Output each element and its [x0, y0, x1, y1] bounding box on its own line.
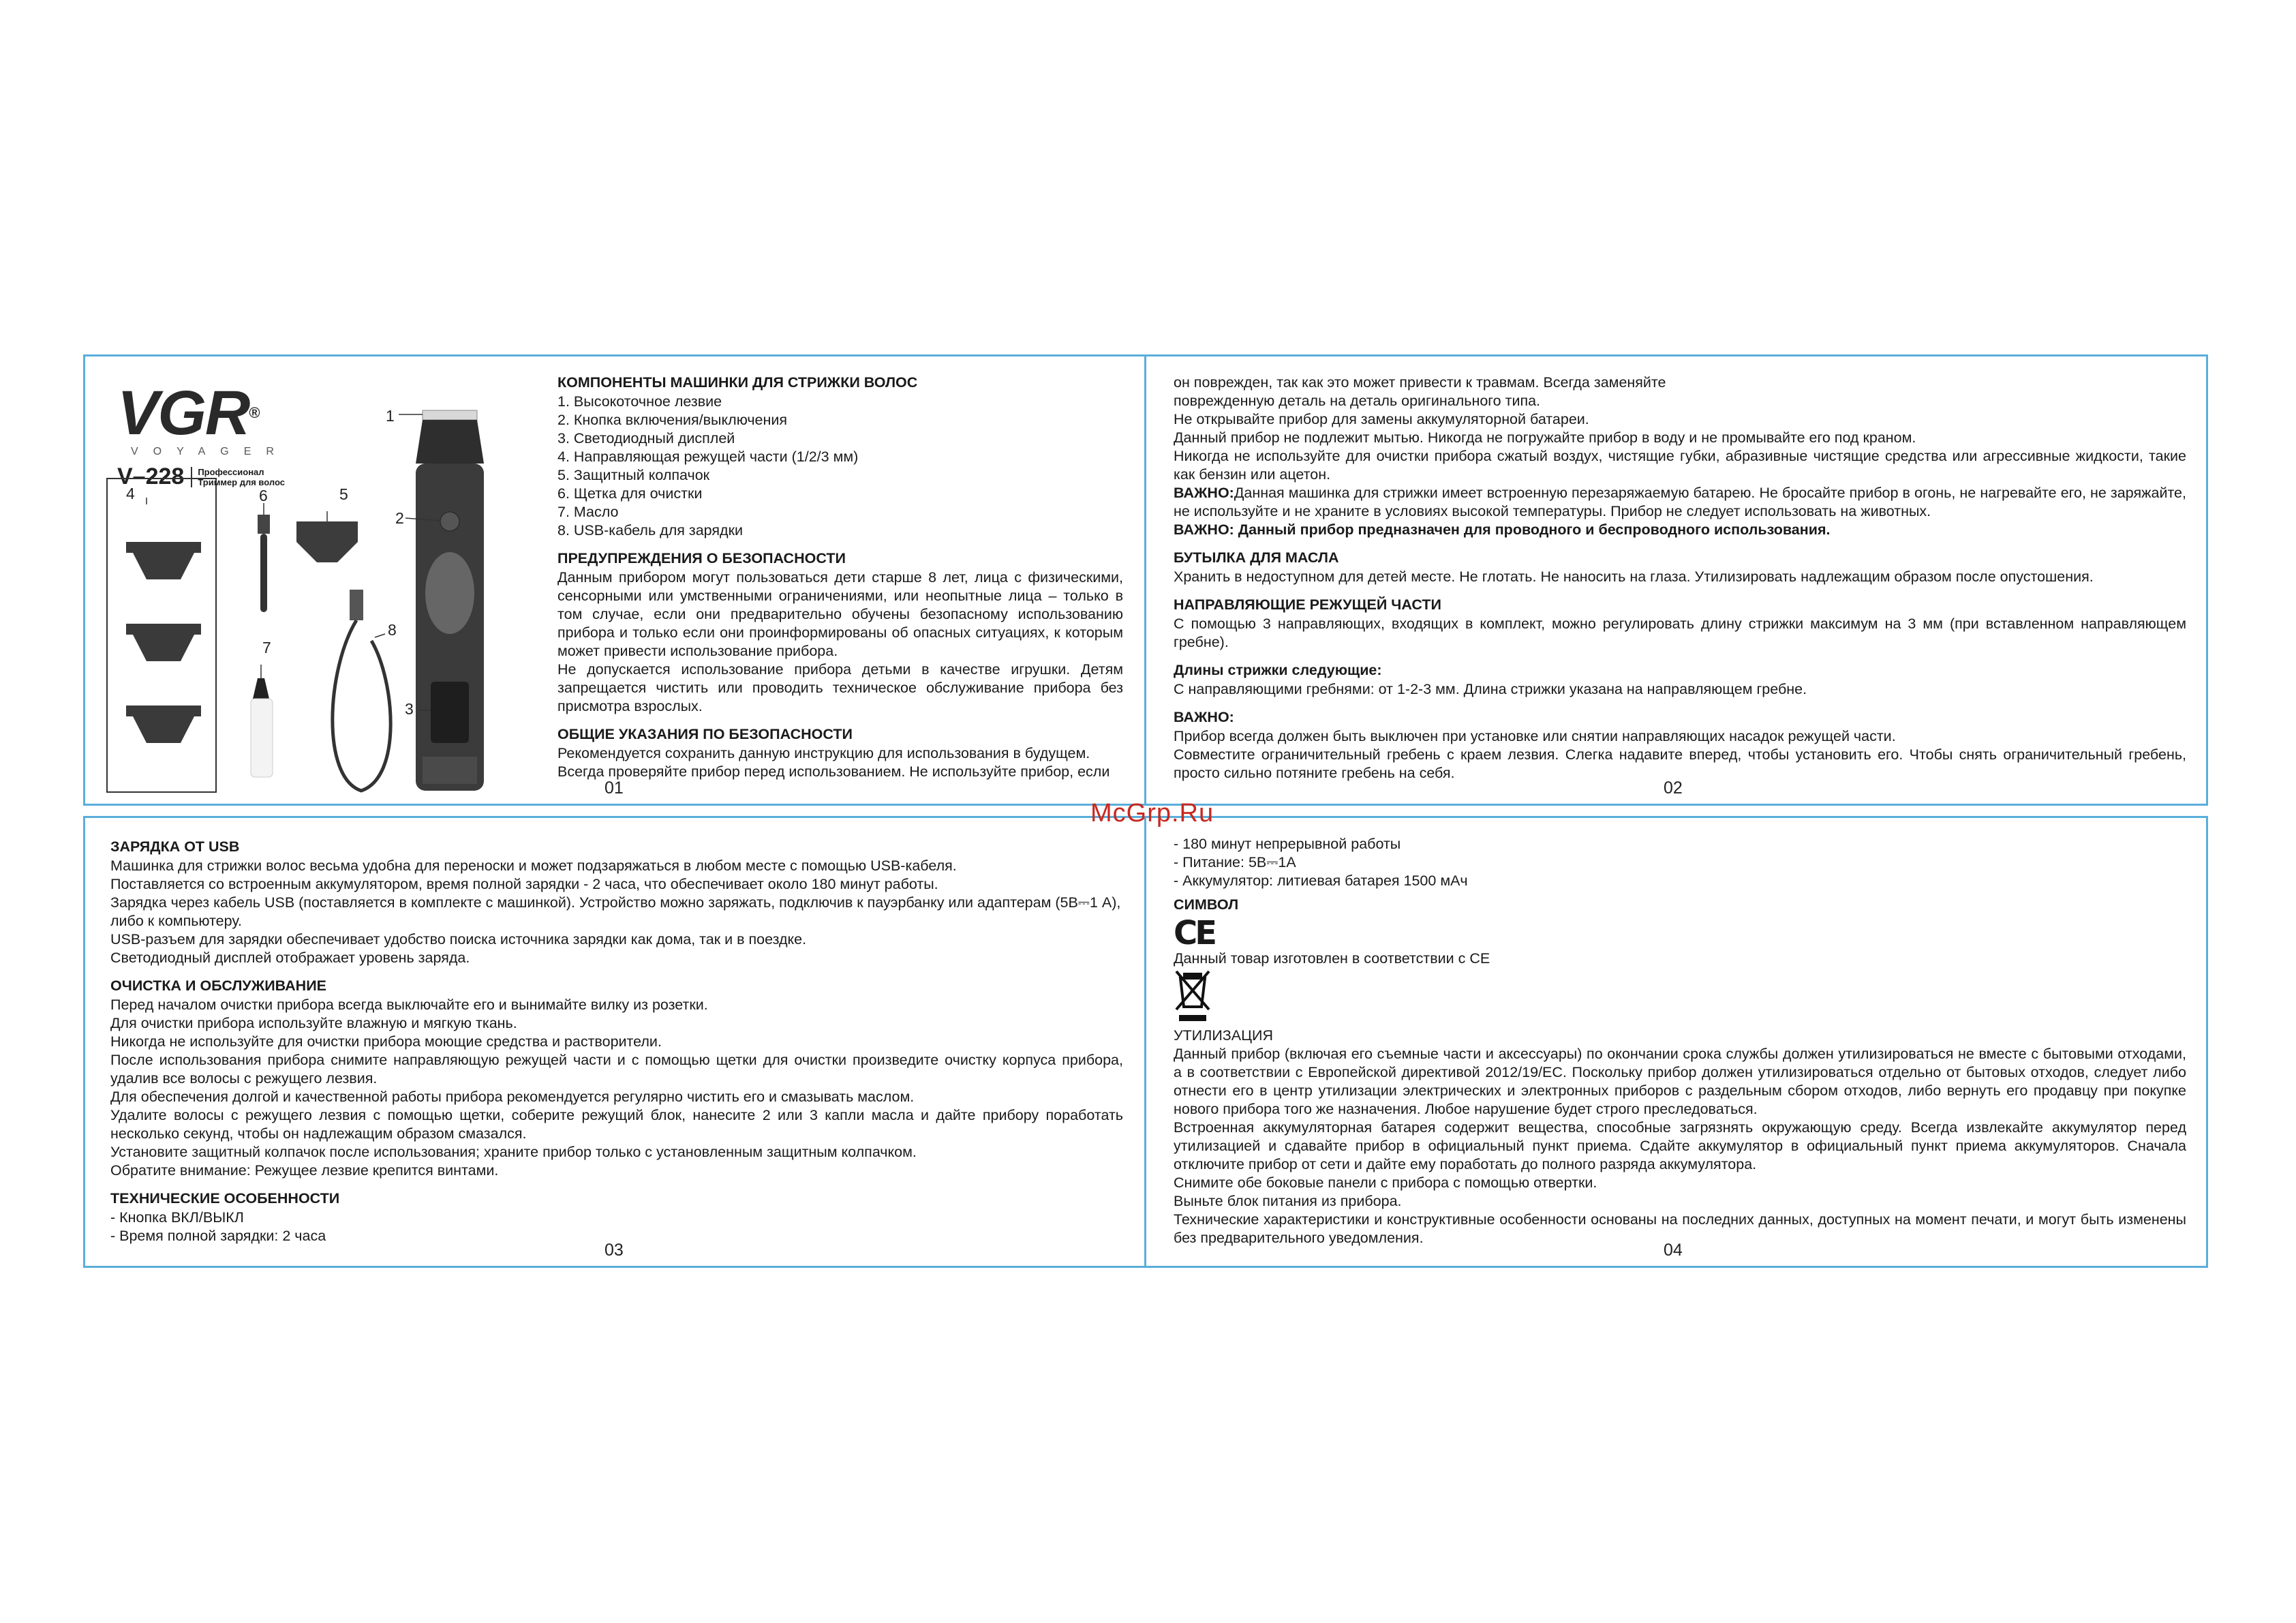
model-number: V–228 [117, 464, 185, 489]
callout-3: 3 [405, 700, 414, 718]
text-line: Не открывайте прибор для замены аккумуляторной батареи. [1174, 411, 1589, 427]
page-04-disposal [1174, 1027, 2186, 1247]
usb-cable-icon [333, 590, 391, 791]
brand-tagline: VOYAGER [131, 446, 289, 457]
callout-7: 7 [262, 639, 271, 656]
usb-text: Поставляется со встроенным аккумулятором, время полной зарядки - 2 часа, что обеспечивает около 180 минут работы. [110, 876, 938, 892]
ce-mark-icon: CE [1174, 914, 1215, 952]
tech-item: - Аккумулятор: литиевая батарея 1500 мАч [1174, 873, 1468, 889]
general-paragraph: Рекомендуется сохранить данную инструкцию для использования в будущем. [557, 745, 1090, 761]
text-line: Никогда не используйте для очистки прибора сжатый воздух, чистящие губки, абразивные чистящие средства или агрессивные жидкости, такие как бензин или ацетон. [1174, 448, 2186, 483]
component-item: 5. Защитный колпачок [557, 467, 710, 483]
page-04-tech [1174, 835, 2186, 915]
usb-text: Светодиодный дисплей отображает уровень заряда. [110, 950, 470, 966]
tech-item: - Кнопка ВКЛ/ВЫКЛ [110, 1209, 244, 1226]
callout-4: 4 [126, 485, 135, 502]
callout-6: 6 [259, 487, 268, 504]
weee-bin-icon [1174, 969, 1212, 1023]
model-sub-1: Профессионал [198, 466, 264, 477]
cleaning-text: После использования прибора снимите направляющую режущей части и с помощью щетки для очистки произведите очистку корпуса прибора, удалив все волосы с режущего лезвия. [110, 1052, 1123, 1087]
page-number-03: 03 [604, 1241, 624, 1260]
callout-1: 1 [386, 407, 395, 425]
cleaning-text: Для обеспечения долгой и качественной работы прибора рекомендуется регулярно чистить его и смазывать маслом. [110, 1089, 915, 1105]
cleaning-text: Установите защитный колпачок после использования; храните прибор только с установленным защитным колпачком. [110, 1144, 917, 1160]
warning-paragraph: Данным прибором могут пользоваться дети старше 8 лет, лица с физическими, сенсорными или умственными ограничениями, или неопытные лица – только в том случае, если они предварительно обучены безопасному использованию прибора и только если они проинформированы об опасных ситуациях, к которым может привести использование прибора. [557, 569, 1123, 659]
guide-comb-icon [126, 542, 201, 579]
component-item: 2. Кнопка включения/выключения [557, 412, 788, 428]
tech-item: - Время полной зарядки: 2 часа [110, 1228, 326, 1244]
usb-text: Зарядка через кабель USB (поставляется в комплекте с машинкой). Устройство можно заряжать, подключив к пауэрбанку или адаптерам (5В⎓1 А), либо к компьютеру. [110, 894, 1121, 929]
page-number-04: 04 [1664, 1241, 1683, 1260]
disposal-text: Данный прибор (включая его съемные части и аксессуары) по окончании срока службы должен утилизироваться не вместе с бытовыми отходами, а в соответствии с Европейской директивой 2012/19/EC. Поскольку прибор должен утилизироваться отдельно от бытовых отходов, следует либо отнести его в центр утилизации электрических и электронных приборов с раздельным сбором отходов, либо вернуть его продавцу при покупке нового прибора того же назначения. Любое нарушение будет строго преследоваться. [1174, 1046, 2186, 1117]
component-item: 4. Направляющая режущей части (1/2/3 мм) [557, 449, 859, 465]
heading-disposal: УТИЛИЗАЦИЯ [1174, 1027, 1274, 1044]
important-text: Данная машинка для стрижки имеет встроенную перезаряжаемую батарею. Не бросайте прибор в огонь, не нагревайте его, не заряжайте, не используйте и не храните в условиях высокой температуры. Прибор не следует использовать на животных. [1174, 485, 2186, 519]
important-wired: ВАЖНО: Данный прибор предназначен для проводного и беспроводного использования. [1174, 521, 1831, 538]
watermark: McGrp.Ru [1090, 799, 1214, 828]
heading-usb-charging: ЗАРЯДКА ОТ USB [110, 838, 240, 855]
oil-bottle-text: Хранить в недоступном для детей месте. Не глотать. Не наносить на глаза. Утилизировать надлежащим образом после опустошения. [1174, 568, 2094, 585]
usb-text: USB-разъем для зарядки обеспечивает удобство поиска источника зарядки как дома, так и в поездке. [110, 931, 807, 947]
text-line: Данный прибор не подлежит мытью. Никогда не погружайте прибор в воду и не промывайте его под краном. [1174, 429, 1916, 446]
tech-item: - Питание: 5В⎓1А [1174, 854, 1296, 870]
oil-bottle-icon [251, 678, 273, 777]
cleaning-brush-icon [258, 515, 270, 612]
component-item: 6. Щетка для очистки [557, 485, 703, 502]
disposal-text: Встроенная аккумуляторная батарея содержит вещества, способные загрязнять окружающую среду. Всегда извлекайте аккумулятор перед утилизацией и сдавайте прибор в официальный пункт приема. Сдайте аккумулятор в официальный пункт приема аккумуляторов. Сначала отключите прибор от сети и дайте ему поработать до полного разряда аккумулятора. [1174, 1119, 2186, 1172]
text-line: поврежденную деталь на деталь оригинального типа. [1174, 393, 1541, 409]
page-03-text [110, 838, 1123, 1245]
guide-comb-icon [126, 624, 201, 661]
disposal-text: Технические характеристики и конструктивные особенности основаны на последних данных, доступных на момент печати, и могут быть изменены без предварительного уведомления. [1174, 1211, 2186, 1246]
cleaning-text: Для очистки прибора используйте влажную и мягкую ткань. [110, 1015, 517, 1031]
callout-2: 2 [395, 509, 404, 527]
heading-important: ВАЖНО: [1174, 709, 1234, 725]
text-line: он поврежден, так как это может привести к травмам. Всегда заменяйте [1174, 374, 1666, 391]
product-illustration [102, 395, 559, 804]
guide-comb-icon [126, 706, 201, 743]
heading-guides: НАПРАВЛЯЮЩИЕ РЕЖУЩЕЙ ЧАСТИ [1174, 596, 1441, 613]
cleaning-text: Перед началом очистки прибора всегда выключайте его и вынимайте вилку из розетки. [110, 997, 708, 1013]
tech-item: - 180 минут непрерывной работы [1174, 836, 1401, 852]
heading-oil-bottle: БУТЫЛКА ДЛЯ МАСЛА [1174, 549, 1339, 566]
general-paragraph: Всегда проверяйте прибор перед использованием. Не используйте прибор, если [557, 763, 1110, 780]
top-divider [1144, 354, 1146, 806]
heading-warnings: ПРЕДУПРЕЖДЕНИЯ О БЕЗОПАСНОСТИ [557, 550, 846, 566]
brand-name: VGR [117, 378, 249, 448]
guides-text: С помощью 3 направляющих, входящих в комплект, можно регулировать длину стрижки максимум на 3 мм (при вставленном направляющем гребне). [1174, 616, 2186, 650]
usb-text: Машинка для стрижки волос весьма удобна для переноски и может подзаряжаться в любом месте с помощью USB-кабеля. [110, 858, 957, 874]
page-01-text [557, 374, 1123, 781]
page-02-text [1174, 374, 2186, 783]
model-sub-2: Триммер для волос [198, 476, 285, 487]
heading-components: КОМПОНЕНТЫ МАШИНКИ ДЛЯ СТРИЖКИ ВОЛОС [557, 374, 918, 391]
important-paragraph [1174, 484, 2186, 521]
heading-tech-features: ТЕХНИЧЕСКИЕ ОСОБЕННОСТИ [110, 1190, 340, 1207]
callout-8: 8 [388, 621, 397, 639]
heading-lengths: Длины стрижки следующие: [1174, 662, 1382, 678]
cleaning-text: Никогда не используйте для очистки прибора моющие средства и растворители. [110, 1033, 662, 1050]
protective-cap-icon [296, 521, 358, 562]
registered-mark: ® [249, 404, 259, 421]
component-item: 1. Высокоточное лезвие [557, 393, 722, 410]
heading-symbol: СИМВОЛ [1174, 896, 1239, 913]
bottom-divider [1144, 816, 1146, 1268]
disposal-text: Снимите обе боковые панели с прибора с помощью отвертки. [1174, 1174, 1597, 1191]
heading-general-safety: ОБЩИЕ УКАЗАНИЯ ПО БЕЗОПАСНОСТИ [557, 726, 853, 742]
cleaning-text: Обратите внимание: Режущее лезвие крепится винтами. [110, 1162, 499, 1179]
component-item: 8. USB-кабель для зарядки [557, 522, 743, 539]
page-number-01: 01 [604, 778, 624, 798]
important-text: Прибор всегда должен быть выключен при установке или снятии направляющих насадок режущей части. [1174, 728, 1896, 744]
important-text: Совместите ограничительный гребень с краем лезвия. Слегка надавите вперед, чтобы установить его. Чтобы снять ограничительный гребень, просто сильно потяните гребень на себя. [1174, 746, 2186, 781]
heading-cleaning: ОЧИСТКА И ОБСЛУЖИВАНИЕ [110, 977, 326, 994]
component-item: 3. Светодиодный дисплей [557, 430, 735, 446]
cleaning-text: Удалите волосы с режущего лезвия с помощью щетки, соберите режущий блок, нанесите 2 или 3 капли масла и дайте прибору поработать несколько секунд, чтобы он надлежащим образом смазался. [110, 1107, 1123, 1142]
page-number-02: 02 [1664, 778, 1683, 798]
lengths-text: С направляющими гребнями: от 1-2-3 мм. Длина стрижки указана на направляющем гребне. [1174, 681, 1807, 697]
warning-paragraph: Не допускается использование прибора детьми в качестве игрушки. Детям запрещается чистить или проводить техническое обслуживание прибора без присмотра взрослых. [557, 661, 1123, 714]
callout-5: 5 [339, 485, 348, 503]
important-label: ВАЖНО: [1174, 485, 1234, 501]
component-item: 7. Масло [557, 504, 619, 520]
ce-text: Данный товар изготовлен в соответствии с CE [1174, 950, 1490, 967]
trimmer-icon [416, 410, 484, 791]
disposal-text: Выньте блок питания из прибора. [1174, 1193, 1402, 1209]
